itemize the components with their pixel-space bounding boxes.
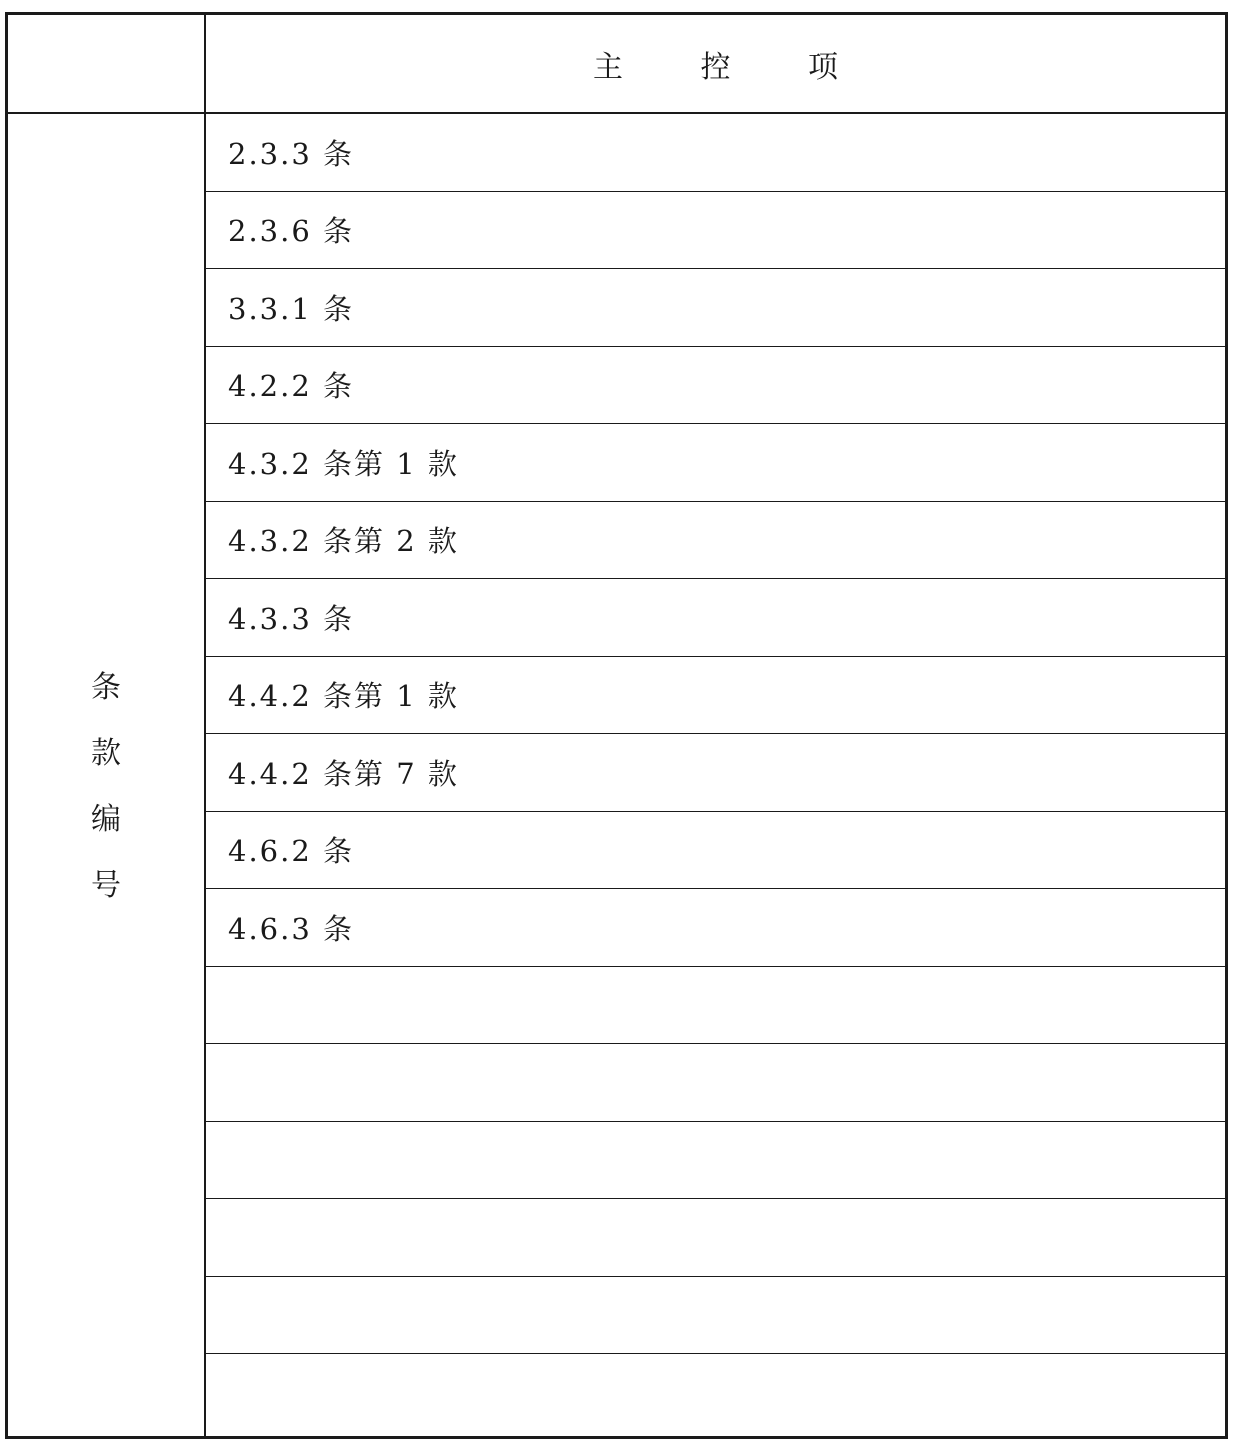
table-row: 2.3.3 条 [206, 114, 1225, 192]
label-char: 款 [91, 736, 121, 771]
table-row: 3.3.1 条 [206, 269, 1225, 347]
clause-table [5, 12, 1228, 1439]
label-char: 号 [91, 868, 121, 903]
clause-number-label [8, 655, 204, 919]
table-row [206, 967, 1225, 1045]
clause-number-column [8, 15, 206, 1436]
table-row [206, 1199, 1225, 1277]
label-char: 条 [91, 670, 121, 705]
table-row: 2.3.6 条 [206, 192, 1225, 270]
table-row: 4.2.2 条 [206, 347, 1225, 425]
table-row [206, 1122, 1225, 1200]
label-char: 编 [91, 802, 121, 837]
table-row [206, 1277, 1225, 1355]
table-row: 4.4.2 条第 1 款 [206, 657, 1225, 735]
table-row: 4.3.2 条第 2 款 [206, 502, 1225, 580]
header-title: 主 控 项 [592, 49, 873, 85]
table-row: 4.6.3 条 [206, 889, 1225, 967]
table-row [206, 1044, 1225, 1122]
table-row: 4.3.3 条 [206, 579, 1225, 657]
table-row [206, 1354, 1225, 1442]
clause-rows [206, 114, 1225, 1436]
table-row: 4.3.2 条第 1 款 [206, 424, 1225, 502]
table-row: 4.6.2 条 [206, 812, 1225, 890]
table-row: 4.4.2 条第 7 款 [206, 734, 1225, 812]
